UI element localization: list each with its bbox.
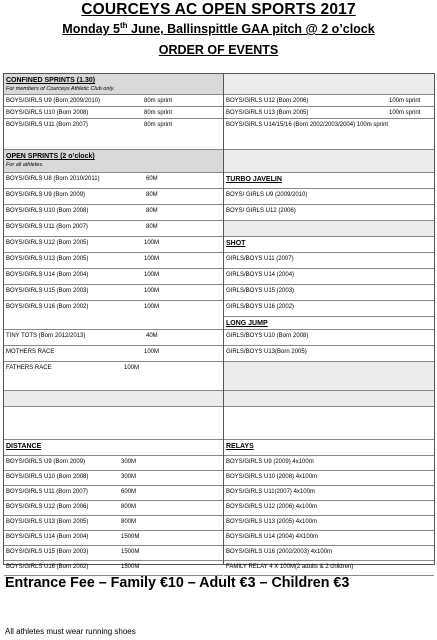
event-name: TINY TOTS (Born 2012/2013) (6, 333, 86, 339)
event-row (4, 362, 223, 391)
event-row (224, 546, 434, 561)
event-row (4, 221, 223, 237)
event-row (4, 531, 223, 546)
event-distance: 600M (121, 489, 137, 495)
section-header (224, 317, 434, 330)
event-name: BOYS/GIRLS U13 (Born 2005) (6, 256, 89, 262)
event-row (224, 501, 434, 516)
event-name: BOYS/GIRLS U13 (Born 2005) (6, 519, 89, 525)
event-name: BOYS/GIRLS U11 (Born 2007) (6, 489, 88, 495)
event-name: BOYS/GIRLS U8 (Born 2010/2011) (6, 176, 100, 182)
event-row (4, 95, 223, 107)
events-column-left (4, 74, 224, 570)
event-row (224, 486, 434, 501)
event-name: BOYS/GIRLS U9 (Born 2009) (6, 459, 86, 465)
event-distance: 80m sprint (144, 122, 173, 128)
event-row (4, 501, 223, 516)
event-name: BOYS/GIRLS U10 (Born 2008) (6, 474, 89, 480)
event-row (4, 189, 223, 205)
event-row (4, 330, 223, 346)
event-row (4, 471, 223, 486)
event-name: GIRLS/BOYS U14 (2004) (226, 272, 295, 278)
section-title: CONFINED SPRINTS (1.30) (6, 77, 96, 84)
running-shoes-note: All athletes must wear running shoes (5, 627, 136, 636)
event-name: BOYS/GIRLS U10 (Born 2008) (6, 110, 89, 116)
empty-row (4, 391, 223, 407)
event-row (224, 269, 434, 285)
section-title: OPEN SPRINTS (2 o’clock) (6, 153, 95, 160)
event-distance: 100M (144, 288, 160, 294)
event-distance: 100M (144, 349, 160, 355)
empty-row (224, 74, 434, 95)
section-title: SHOT (226, 240, 246, 247)
event-row (4, 301, 223, 330)
event-name: BOYS/GIRLS U13 (2005) 4x100m (226, 519, 318, 525)
event-row (224, 456, 434, 471)
section-title: TURBO JAVELIN (226, 176, 282, 183)
event-name: BOYS/GIRLS U12 (Born 2005) (6, 240, 89, 246)
event-name: GIRLS/BOYS U11 (2007) (226, 256, 294, 262)
section-title: DISTANCE (6, 443, 42, 450)
date-text: Monday 5 (62, 22, 120, 36)
events-column-right (224, 74, 434, 570)
event-distance: 60M (146, 176, 158, 182)
event-name: FATHERS RACE (6, 365, 52, 371)
event-distance: 1500M (121, 549, 140, 555)
page-title: COURCEYS AC OPEN SPORTS 2017 (81, 1, 356, 18)
event-date-location (0, 22, 437, 36)
empty-row (224, 362, 434, 391)
event-row (4, 253, 223, 269)
event-distance: 100M (124, 365, 140, 371)
empty-row (4, 407, 223, 440)
section-title: LONG JUMP (226, 320, 268, 327)
section-header (4, 440, 223, 456)
event-row (224, 107, 434, 119)
event-name: BOYS/GIRLS U16 (Born 2002) (6, 564, 89, 570)
event-name: BOYS/GIRLS U16 (Born 2002) (6, 304, 89, 310)
section-header (224, 173, 434, 189)
event-distance: 800M (121, 519, 137, 525)
event-row (4, 269, 223, 285)
event-name: BOYS/GIRLS U9 (Born 2009) (6, 192, 86, 198)
event-row (224, 330, 434, 346)
event-name: BOYS/GIRLS U15 (Born 2003) (6, 288, 89, 294)
event-name: BOYS/GIRLS U11(2007) 4x100m (226, 489, 315, 495)
empty-row (224, 150, 434, 173)
event-name: GIRLS/BOYS U16 (2002) (226, 304, 295, 310)
event-row (224, 471, 434, 486)
event-row (224, 253, 434, 269)
event-name: BOYS/GIRLS U12 (2006) 4x100m (226, 504, 318, 510)
event-row (4, 107, 223, 119)
event-distance: 300M (121, 459, 137, 465)
event-distance: 80M (146, 208, 158, 214)
event-name: MOTHERS RACE (6, 349, 55, 355)
event-row (224, 516, 434, 531)
entrance-fee: Entrance Fee – Family €10 – Adult €3 – Children €3 (5, 575, 350, 591)
section-note: For all athletes. (6, 161, 44, 168)
event-name: BOYS/GIRLS U16 (2002/2003) 4x100m (226, 549, 333, 555)
event-name: BOYS/GIRLS U10 (Born 2008) (6, 208, 89, 214)
event-row (224, 189, 434, 205)
section-header (4, 74, 223, 95)
event-distance: 100M (144, 304, 160, 310)
event-name: BOYS/GIRLS U14 (2004) 4X100m (226, 534, 319, 540)
event-row (224, 531, 434, 546)
event-name: GIRLS/BOYS U13(Born 2005) (226, 349, 307, 355)
event-row (224, 205, 434, 221)
event-distance: 80M (146, 224, 158, 230)
event-distance: 100M (144, 256, 160, 262)
event-name: BOYS/GIRLS U13 (Born 2005) (226, 110, 309, 116)
event-name: BOYS/GIRLS U9 (2009) 4x100m (226, 459, 314, 465)
event-name: BOYS/GIRLS U11 (Born 2007) (6, 224, 88, 230)
event-distance: 100m sprint (389, 98, 421, 104)
event-name: BOYS/ GIRLS U9 (2009/2010) (226, 192, 308, 198)
event-name: FAMILY RELAY 4 X 100M(2 adults & 2 children) (226, 564, 354, 570)
event-row (4, 119, 223, 150)
event-row (224, 119, 434, 150)
event-distance: 80M (146, 192, 158, 198)
event-distance: 1500M (121, 534, 140, 540)
event-row (4, 205, 223, 221)
section-title: RELAYS (226, 443, 254, 450)
event-name: BOYS/GIRLS U12 (Born 2006) (6, 504, 89, 510)
event-row (4, 456, 223, 471)
empty-row (224, 221, 434, 237)
event-distance: 80m sprint (144, 110, 173, 116)
event-name: BOYS/GIRLS U14 (Born 2004) (6, 272, 89, 278)
event-distance: 800M (121, 504, 137, 510)
event-row (4, 486, 223, 501)
event-name: BOYS/GIRLS U11 (Born 2007) (6, 122, 88, 128)
section-header (224, 237, 434, 253)
events-table (3, 73, 435, 570)
event-distance: 100M (144, 272, 160, 278)
section-header (224, 440, 434, 456)
event-distance: 40M (146, 333, 158, 339)
empty-row (224, 391, 434, 407)
section-note: For members of Courceys Athletic Club only. (6, 85, 115, 92)
event-row (4, 546, 223, 561)
event-name: BOYS/GIRLS U15 (Born 2003) (6, 549, 89, 555)
event-distance: 100m sprint (389, 110, 421, 116)
event-name: BOYS/GIRLS U9 (Born 2009/2010) (6, 98, 101, 104)
event-name: BOYS/GIRLS U12 (Born 2006) (226, 98, 309, 104)
event-name: BOYS/GIRLS U14/15/16 (Born 2002/2003/2004) 100m sprint (226, 122, 389, 128)
event-name: GIRLS/BOYS U10 (Born 2008) (226, 333, 309, 339)
order-of-events-heading: ORDER OF EVENTS (158, 43, 279, 57)
event-row (4, 173, 223, 189)
event-row (224, 95, 434, 107)
event-row (224, 346, 434, 362)
empty-row (224, 407, 434, 440)
event-row (4, 237, 223, 253)
event-name: BOYS/GIRLS U14 (Born 2004) (6, 534, 89, 540)
date-suffix: th (119, 21, 128, 30)
event-distance: 80m sprint (144, 98, 173, 104)
event-distance: 1500M (121, 564, 140, 570)
event-name: BOYS/ GIRLS U12 (2006) (226, 208, 296, 214)
event-name: GIRLS/BOYS U15 (2003) (226, 288, 295, 294)
event-row (224, 561, 434, 576)
event-row (4, 516, 223, 531)
event-row (4, 346, 223, 362)
section-header (4, 150, 223, 173)
event-row (224, 285, 434, 301)
event-row (4, 561, 223, 576)
event-row (4, 285, 223, 301)
event-distance: 100M (144, 240, 160, 246)
event-row (224, 301, 434, 317)
event-name: BOYS/GIRLS U10 (2008) 4x100m (226, 474, 318, 480)
location-text: June, Ballinspittle GAA pitch @ 2 o’clock (127, 22, 375, 36)
event-distance: 300M (121, 474, 137, 480)
